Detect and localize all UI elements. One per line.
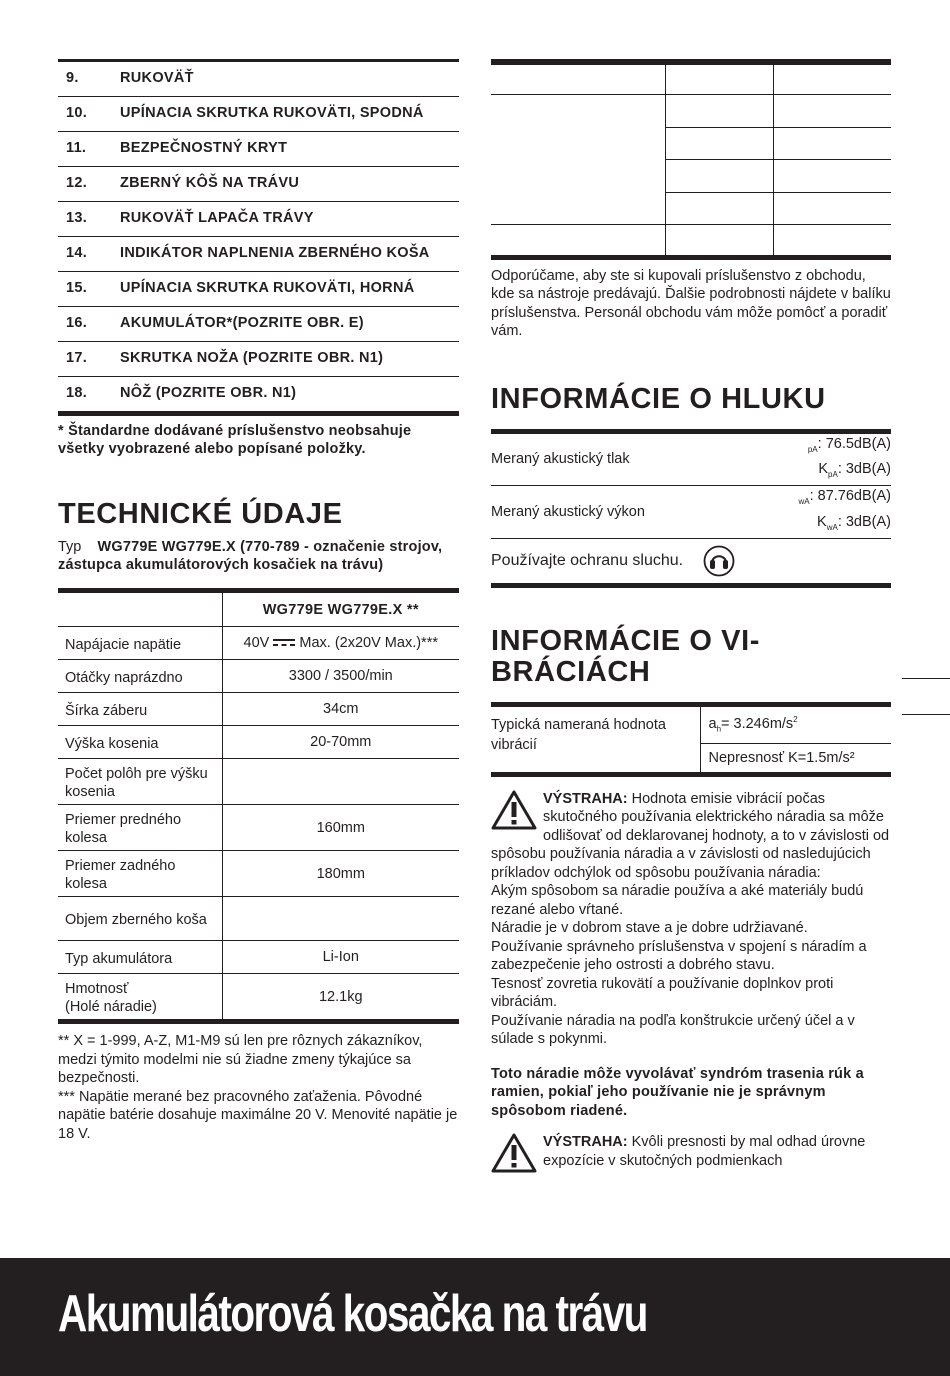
table-row: [58, 693, 459, 726]
vibration-table: [491, 707, 891, 777]
power-k-sub: wA: [826, 523, 838, 533]
vibration-heading: INFORMÁCIE O VI- BRÁCIÁCH: [491, 625, 760, 689]
table-row: [58, 726, 459, 759]
pressure-k-letter: K: [818, 461, 829, 478]
type-line: [58, 538, 459, 574]
table-row: [58, 591, 459, 627]
warning2-title: VÝSTRAHA:: [543, 1134, 628, 1151]
tech-heading: TECHNICKÉ ÚDAJE: [58, 498, 343, 530]
vibration-label: Typická nameraná hodnota vibrácií: [491, 707, 700, 774]
part-number: 16.: [66, 315, 88, 331]
acc-cell: [773, 127, 891, 160]
rear-wheel-value: 180mm: [222, 851, 459, 897]
spec-label: Šírka záberu: [58, 693, 222, 726]
table-row: [58, 851, 459, 897]
ah-value: [700, 707, 891, 743]
pressure-values: [741, 434, 891, 486]
spec-value: 3300 / 3500/min: [222, 660, 459, 693]
ah-text: = 3.246m/s: [721, 715, 794, 732]
warning-triangle-icon: [491, 1133, 537, 1173]
spec-label: Výška kosenia: [58, 726, 222, 759]
voltage-label: Napájacie napätie: [58, 627, 222, 660]
table-row: [58, 759, 459, 805]
part-number: 13.: [66, 210, 88, 226]
vibration-item: Akým spôsobom sa náradie používa a aké materiály budú rezané alebo vŕtané.: [491, 883, 864, 918]
pressure-label: Meraný akustický tlak: [491, 434, 741, 486]
list-item: [58, 377, 459, 412]
tech-notes: [58, 1032, 459, 1143]
note-2: *** Napätie merané bez pracovného zaťaženia. Pôvodné napätie batérie dosahuje maximálne 20 V. Menovité napätie je 18 V.: [58, 1088, 458, 1142]
part-name: RUKOVÄŤ: [120, 70, 194, 86]
vibration-items: [491, 882, 891, 1049]
ah-letter: a: [708, 715, 717, 732]
accessories-text: Odporúčame, aby ste si kupovali príslušenstvo z obchodu, kde sa nástroje predávajú. Ďalšie podrobnosti nájdete v balíku príslušenstva. Personál obchodu vám môže pomôcť a poradiť vám.: [491, 267, 891, 339]
syndrome-text: Toto náradie môže vyvolávať syndróm trasenia rúk a ramien, pokiaľ jeho používanie nie je správnym spôsobom riadené.: [491, 1065, 864, 1119]
power-value: : 87.76dB(A): [809, 488, 891, 505]
part-name: NÔŽ (POZRITE OBR. N1): [120, 385, 297, 401]
pressure-sub: pA: [807, 444, 818, 454]
acc-cell: [491, 95, 665, 225]
acc-cell: [665, 95, 773, 128]
warning2-text: Kvôli presnosti by mal odhad úrovne expozície v skutočných podmienkach: [543, 1134, 866, 1169]
list-item: [58, 97, 459, 132]
table-header-empty: [58, 591, 222, 627]
acc-cell: [773, 192, 891, 225]
dc-current-icon: [273, 639, 295, 647]
vibration-item: Tesnosť zovretia rukovätí a používanie doplnkov proti vibráciám.: [491, 975, 834, 1011]
part-name: UPÍNACIA SKRUTKA RUKOVÄTI, HORNÁ: [120, 280, 415, 296]
type-value: WG779E WG779E.X (770-789 - označenie strojov, zástupca akumulátorových kosačiek na trávu): [58, 539, 443, 573]
table-row: [491, 434, 891, 486]
table-row: [58, 897, 459, 941]
table-row: [58, 974, 459, 1022]
parts-footnote: * Štandardne dodávané príslušenstvo neobsahuje všetky vyobrazené alebo popísané položky.: [58, 423, 412, 457]
bag-label: Objem zberného koša: [58, 897, 222, 941]
power-label: Meraný akustický výkon: [491, 486, 741, 539]
acc-cell: [773, 62, 891, 95]
pressure-k-sub: pA: [828, 470, 838, 480]
part-name: UPÍNACIA SKRUTKA RUKOVÄTI, SPODNÁ: [120, 105, 424, 121]
list-item: [58, 272, 459, 307]
warning-triangle-icon: [491, 790, 537, 830]
list-item: [58, 202, 459, 237]
positions-label: Počet polôh pre výšku kosenia: [58, 759, 222, 805]
exposure-warning: [491, 1133, 891, 1170]
type-label: Typ: [58, 539, 82, 555]
part-name: BEZPEČNOSTNÝ KRYT: [120, 140, 288, 156]
acc-cell: [491, 225, 665, 258]
table-row: [58, 627, 459, 660]
noise-heading: INFORMÁCIE O HLUKU: [491, 382, 826, 415]
acc-cell: [773, 225, 891, 258]
ear-protection-icon: [703, 545, 735, 577]
part-number: 10.: [66, 105, 88, 121]
table-row: [58, 941, 459, 974]
list-item: [58, 237, 459, 272]
vibration-warning: [491, 790, 891, 1049]
spec-label: Otáčky naprázdno: [58, 660, 222, 693]
front-wheel-value: 160mm: [222, 805, 459, 851]
power-k-value: : 3dB(A): [837, 514, 891, 531]
acc-cell: [665, 127, 773, 160]
part-number: 18.: [66, 385, 88, 401]
footer-title: Akumulátorová kosačka na trávu: [58, 1285, 647, 1343]
table-header-model: WG779E WG779E.X **: [222, 591, 459, 627]
pressure-k-value: : 3dB(A): [837, 461, 891, 478]
part-number: 17.: [66, 350, 88, 366]
list-item: [58, 167, 459, 202]
table-row: [491, 225, 891, 258]
pressure-value: : 76.5dB(A): [817, 435, 891, 452]
power-values: [741, 486, 891, 539]
voltage-value: [222, 627, 459, 660]
list-item: [58, 307, 459, 342]
spec-value: 34cm: [222, 693, 459, 726]
weight-label: Hmotnosť (Holé náradie): [58, 974, 222, 1022]
note-1: ** X = 1-999, A-Z, M1-M9 sú len pre rôznych zákazníkov, medzi týmito modelmi nie sú žiadne zmeny týkajúce sa bezpečnosti.: [58, 1033, 423, 1086]
warning1-title: VÝSTRAHA:: [543, 790, 628, 807]
part-number: 14.: [66, 245, 88, 261]
table-row: [491, 486, 891, 539]
part-name: RUKOVÄŤ LAPAČA TRÁVY: [120, 210, 314, 226]
rear-wheel-label: Priemer zadného kolesa: [58, 851, 222, 897]
parts-list: [58, 59, 459, 412]
part-number: 15.: [66, 280, 88, 296]
vibration-item: Náradie je v dobrom stave a je dobre udržiavané.: [491, 920, 808, 937]
list-item: [58, 132, 459, 167]
vibration-item: Používanie správneho príslušenstva v spojení s náradím a zabezpečenie jeho ostrosti a dobrého stavu.: [491, 938, 867, 974]
power-k-letter: K: [817, 514, 827, 531]
part-number: 9.: [66, 70, 79, 86]
side-tab-mark: [902, 678, 950, 679]
noise-table: [491, 434, 891, 540]
part-name: INDIKÁTOR NAPLNENIA ZBERNÉHO KOŠA: [120, 245, 430, 261]
side-tab-mark: [902, 714, 950, 715]
part-name: SKRUTKA NOŽA (POZRITE OBR. N1): [120, 350, 384, 366]
part-name: AKUMULÁTOR*(POZRITE OBR. E): [120, 315, 364, 331]
uncertainty-value: Nepresnosť K=1.5m/s²: [700, 743, 891, 774]
ear-protection-text: Používajte ochranu sluchu.: [491, 552, 684, 570]
vibration-item: Používanie náradia na podľa konštrukcie určený účel a v súlade s pokynmi.: [491, 1012, 855, 1048]
left-column: [58, 59, 459, 1143]
table-row: [491, 62, 891, 95]
acc-cell: [665, 62, 773, 95]
list-item: [58, 342, 459, 377]
bag-value: [222, 897, 459, 941]
acc-cell: [491, 62, 665, 95]
noise-bottom-rule: [491, 583, 891, 588]
acc-cell: [665, 225, 773, 258]
battery-label: Typ akumulátora: [58, 941, 222, 974]
front-wheel-label: Priemer predného kolesa: [58, 805, 222, 851]
accessories-table: [491, 59, 891, 260]
table-row: [58, 660, 459, 693]
warning1-text: Hodnota emisie vibrácií počas skutočného používania elektrického náradia sa môže odlišovať od deklarovanej hodnoty, a to v závislosti od spôsobu používania náradia a v závislosti od nasledujúcich príkladov odchýlok od spôsobu používania náradia:: [491, 790, 890, 881]
voltage-suffix: Max. (2x20V Max.)***: [299, 635, 438, 651]
part-number: 11.: [66, 140, 87, 156]
parts-list-bottom-rule: [58, 411, 459, 416]
table-row: [491, 707, 891, 743]
table-row: [491, 95, 891, 128]
ear-protection-row: [491, 539, 891, 583]
part-number: 12.: [66, 175, 88, 191]
tech-table: [58, 588, 459, 1024]
part-name: ZBERNÝ KÔŠ NA TRÁVU: [120, 175, 300, 191]
battery-value: Li-Ion: [222, 941, 459, 974]
acc-cell: [773, 160, 891, 193]
acc-cell: [665, 192, 773, 225]
ah-sup: 2: [793, 715, 798, 725]
spec-value: 20-70mm: [222, 726, 459, 759]
acc-cell: [773, 95, 891, 128]
power-sub: wA: [798, 497, 810, 507]
ah-sub: h: [716, 724, 722, 734]
right-column: [491, 59, 891, 1173]
voltage-prefix: 40V: [243, 635, 270, 651]
table-row: [58, 805, 459, 851]
positions-value: [222, 759, 459, 805]
weight-value: 12.1kg: [222, 974, 459, 1022]
acc-cell: [665, 160, 773, 193]
list-item: [58, 62, 459, 97]
